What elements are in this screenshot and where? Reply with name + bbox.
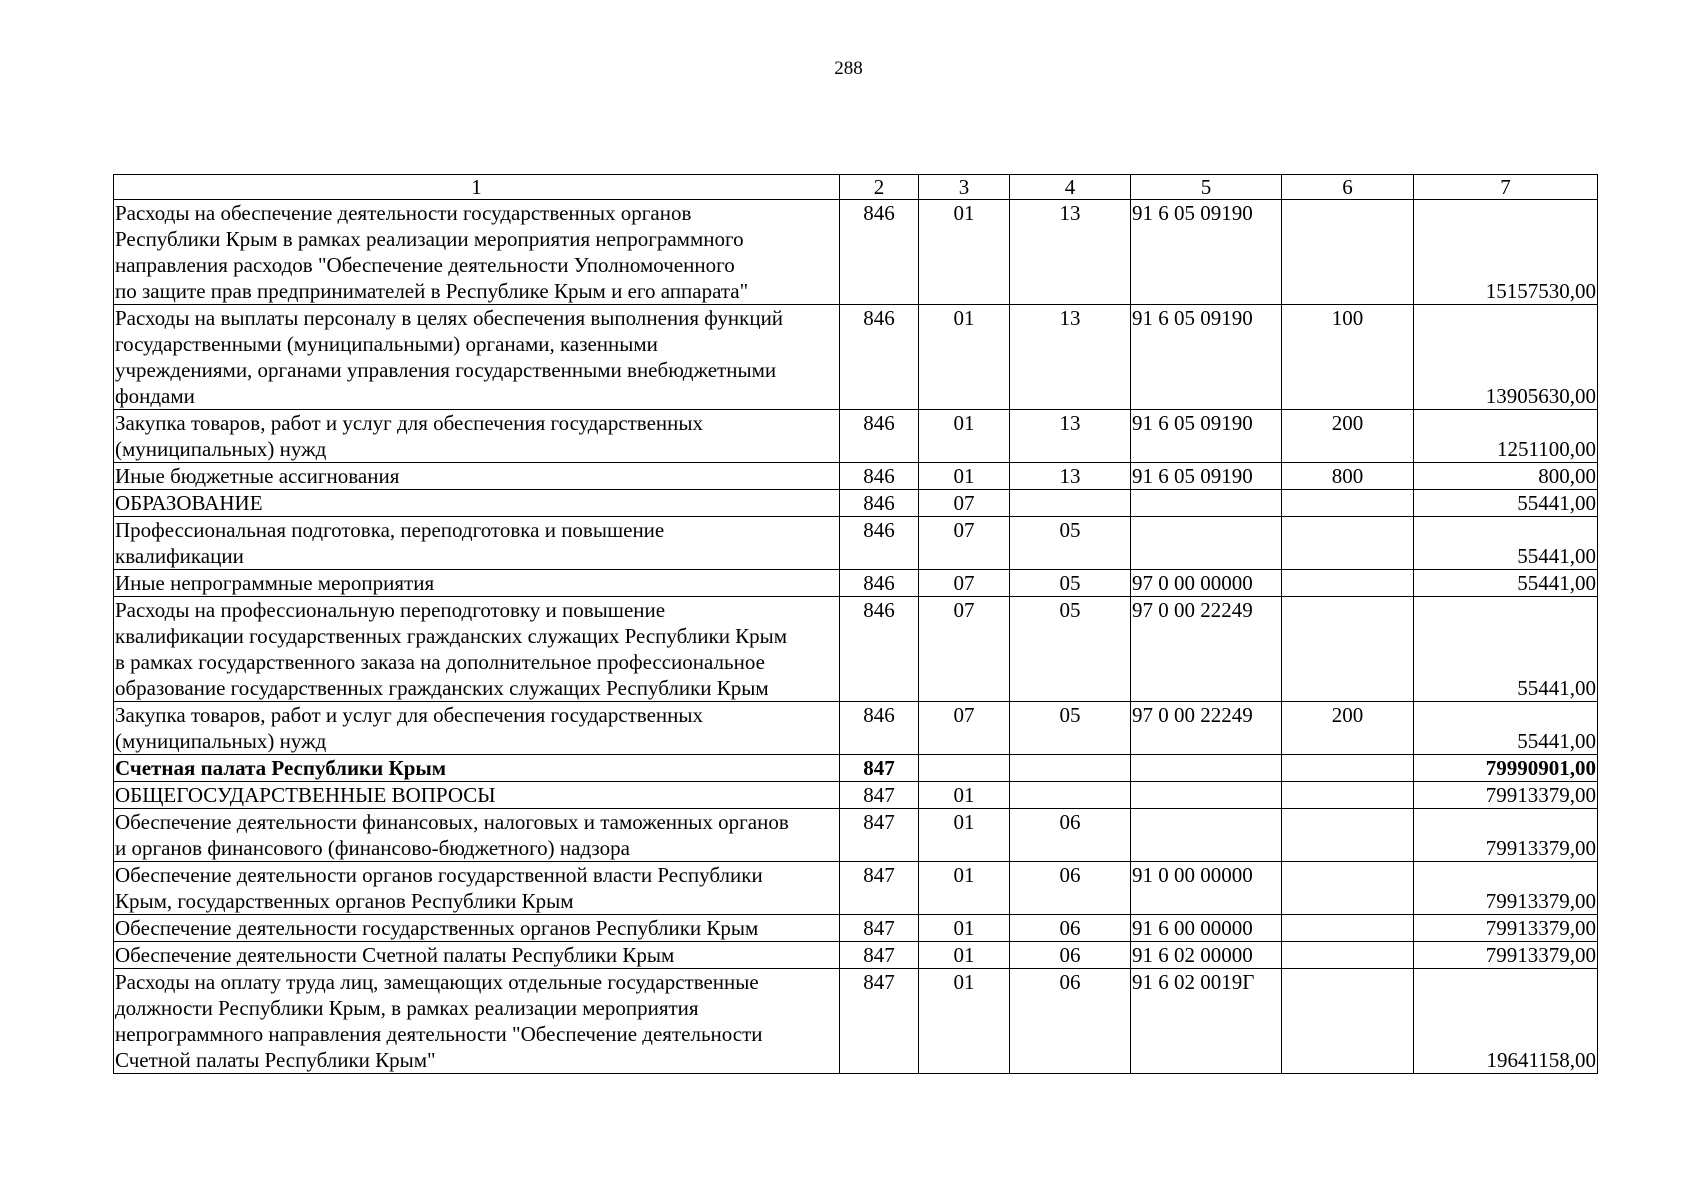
table-row (114, 570, 1598, 597)
row-expense-type (1282, 969, 1414, 1074)
row-expense-type (1282, 517, 1414, 570)
table-row (114, 942, 1598, 969)
row-expense-type: 100 (1282, 305, 1414, 410)
row-subsection-code: 05 (1010, 597, 1131, 702)
row-name: Обеспечение деятельности государственных органов Республики Крым (114, 915, 840, 942)
column-header: 6 (1282, 175, 1414, 200)
row-grbs-code: 846 (840, 517, 919, 570)
row-section-code: 07 (919, 570, 1010, 597)
row-subsection-code: 06 (1010, 942, 1131, 969)
row-section-code: 01 (919, 809, 1010, 862)
table-row (114, 597, 1598, 702)
row-target-article: 91 6 05 09190 (1131, 463, 1282, 490)
row-amount: 55441,00 (1414, 597, 1598, 702)
row-amount: 79990901,00 (1414, 755, 1598, 782)
row-section-code: 01 (919, 305, 1010, 410)
row-expense-type (1282, 915, 1414, 942)
row-section-code: 01 (919, 969, 1010, 1074)
table-row (114, 410, 1598, 463)
row-subsection-code: 05 (1010, 702, 1131, 755)
row-section-code: 01 (919, 942, 1010, 969)
row-grbs-code: 846 (840, 570, 919, 597)
row-section-code: 07 (919, 702, 1010, 755)
row-amount: 19641158,00 (1414, 969, 1598, 1074)
row-name: ОБРАЗОВАНИЕ (114, 490, 840, 517)
row-section-code: 01 (919, 915, 1010, 942)
row-expense-type (1282, 490, 1414, 517)
row-target-article: 91 6 00 00000 (1131, 915, 1282, 942)
row-grbs-code: 846 (840, 490, 919, 517)
table-row (114, 969, 1598, 1074)
column-header: 3 (919, 175, 1010, 200)
row-subsection-code (1010, 490, 1131, 517)
row-target-article (1131, 755, 1282, 782)
row-grbs-code: 846 (840, 410, 919, 463)
row-name: Обеспечение деятельности Счетной палаты Республики Крым (114, 942, 840, 969)
row-expense-type (1282, 597, 1414, 702)
row-section-code: 07 (919, 517, 1010, 570)
row-amount: 79913379,00 (1414, 782, 1598, 809)
row-expense-type: 800 (1282, 463, 1414, 490)
row-expense-type (1282, 942, 1414, 969)
column-header: 2 (840, 175, 919, 200)
row-amount: 55441,00 (1414, 517, 1598, 570)
row-subsection-code: 06 (1010, 809, 1131, 862)
row-target-article: 97 0 00 00000 (1131, 570, 1282, 597)
row-expense-type (1282, 862, 1414, 915)
row-grbs-code: 846 (840, 597, 919, 702)
row-grbs-code: 846 (840, 702, 919, 755)
row-name: Закупка товаров, работ и услуг для обеспечения государственных (муниципальных) нужд (114, 702, 840, 755)
row-amount: 1251100,00 (1414, 410, 1598, 463)
row-target-article: 91 0 00 00000 (1131, 862, 1282, 915)
table-row (114, 517, 1598, 570)
row-expense-type (1282, 782, 1414, 809)
row-target-article: 91 6 05 09190 (1131, 200, 1282, 305)
row-section-code: 01 (919, 463, 1010, 490)
table-row (114, 200, 1598, 305)
row-target-article (1131, 809, 1282, 862)
row-subsection-code (1010, 782, 1131, 809)
row-name: ОБЩЕГОСУДАРСТВЕННЫЕ ВОПРОСЫ (114, 782, 840, 809)
table-row (114, 862, 1598, 915)
row-section-code: 01 (919, 782, 1010, 809)
column-header: 5 (1131, 175, 1282, 200)
table-header-row (114, 175, 1598, 200)
row-amount: 55441,00 (1414, 702, 1598, 755)
row-target-article (1131, 517, 1282, 570)
row-name: Счетная палата Республики Крым (114, 755, 840, 782)
row-name: Расходы на оплату труда лиц, замещающих отдельные государственные должности Республики Крым, в рамках реализации мероприятия непрограммного направления деятельности "Обеспечение деятельности Счетной палаты Республики Крым" (114, 969, 840, 1074)
row-expense-type (1282, 570, 1414, 597)
row-target-article (1131, 490, 1282, 517)
row-name: Расходы на обеспечение деятельности государственных органов Республики Крым в рамках реализации мероприятия непрограммного направления расходов "Обеспечение деятельности Уполномоченного по защите прав предпринимателей в Республике Крым и его аппарата" (114, 200, 840, 305)
row-grbs-code: 847 (840, 782, 919, 809)
row-name: Расходы на профессиональную переподготовку и повышение квалификации государственных гражданских служащих Республики Крым в рамках государственного заказа на дополнительное профессиональное образование государственных гражданских служащих Республики Крым (114, 597, 840, 702)
row-target-article: 91 6 05 09190 (1131, 410, 1282, 463)
table-row (114, 915, 1598, 942)
row-target-article: 91 6 02 00000 (1131, 942, 1282, 969)
row-amount: 13905630,00 (1414, 305, 1598, 410)
row-expense-type (1282, 200, 1414, 305)
row-grbs-code: 847 (840, 969, 919, 1074)
row-grbs-code: 846 (840, 200, 919, 305)
row-expense-type (1282, 755, 1414, 782)
column-header: 7 (1414, 175, 1598, 200)
row-section-code: 01 (919, 862, 1010, 915)
row-amount: 55441,00 (1414, 570, 1598, 597)
row-target-article: 97 0 00 22249 (1131, 702, 1282, 755)
row-grbs-code: 847 (840, 942, 919, 969)
row-target-article: 97 0 00 22249 (1131, 597, 1282, 702)
table-row (114, 809, 1598, 862)
row-subsection-code: 05 (1010, 517, 1131, 570)
row-name: Иные непрограммные мероприятия (114, 570, 840, 597)
row-grbs-code: 847 (840, 862, 919, 915)
row-section-code: 07 (919, 490, 1010, 517)
column-header: 4 (1010, 175, 1131, 200)
row-amount: 79913379,00 (1414, 915, 1598, 942)
row-expense-type: 200 (1282, 702, 1414, 755)
row-grbs-code: 846 (840, 463, 919, 490)
row-grbs-code: 846 (840, 305, 919, 410)
row-name: Расходы на выплаты персоналу в целях обеспечения выполнения функций государственными (муниципальными) органами, казенными учреждениями, органами управления государственными внебюджетными фондами (114, 305, 840, 410)
row-amount: 79913379,00 (1414, 809, 1598, 862)
row-subsection-code: 13 (1010, 463, 1131, 490)
row-subsection-code: 05 (1010, 570, 1131, 597)
row-name: Обеспечение деятельности финансовых, налоговых и таможенных органов и органов финансового (финансово-бюджетного) надзора (114, 809, 840, 862)
row-section-code: 07 (919, 597, 1010, 702)
row-section-code (919, 755, 1010, 782)
row-name: Иные бюджетные ассигнования (114, 463, 840, 490)
row-amount: 55441,00 (1414, 490, 1598, 517)
column-header: 1 (114, 175, 840, 200)
row-target-article (1131, 782, 1282, 809)
row-grbs-code: 847 (840, 755, 919, 782)
table-row (114, 463, 1598, 490)
row-amount: 79913379,00 (1414, 862, 1598, 915)
row-expense-type (1282, 809, 1414, 862)
row-name: Обеспечение деятельности органов государственной власти Республики Крым, государственных органов Республики Крым (114, 862, 840, 915)
row-subsection-code: 06 (1010, 915, 1131, 942)
row-target-article: 91 6 02 0019Г (1131, 969, 1282, 1074)
table-row (114, 782, 1598, 809)
row-expense-type: 200 (1282, 410, 1414, 463)
table-row (114, 490, 1598, 517)
row-subsection-code: 13 (1010, 305, 1131, 410)
row-target-article: 91 6 05 09190 (1131, 305, 1282, 410)
page-number: 288 (834, 58, 863, 79)
table-row (114, 305, 1598, 410)
row-section-code: 01 (919, 410, 1010, 463)
row-amount: 79913379,00 (1414, 942, 1598, 969)
row-grbs-code: 847 (840, 809, 919, 862)
table-row (114, 702, 1598, 755)
budget-table (113, 174, 1598, 1074)
row-amount: 15157530,00 (1414, 200, 1598, 305)
row-name: Профессиональная подготовка, переподготовка и повышение квалификации (114, 517, 840, 570)
row-subsection-code (1010, 755, 1131, 782)
table-row (114, 755, 1598, 782)
row-amount: 800,00 (1414, 463, 1598, 490)
row-name: Закупка товаров, работ и услуг для обеспечения государственных (муниципальных) нужд (114, 410, 840, 463)
row-subsection-code: 06 (1010, 969, 1131, 1074)
row-subsection-code: 13 (1010, 200, 1131, 305)
row-grbs-code: 847 (840, 915, 919, 942)
row-subsection-code: 06 (1010, 862, 1131, 915)
row-subsection-code: 13 (1010, 410, 1131, 463)
row-section-code: 01 (919, 200, 1010, 305)
